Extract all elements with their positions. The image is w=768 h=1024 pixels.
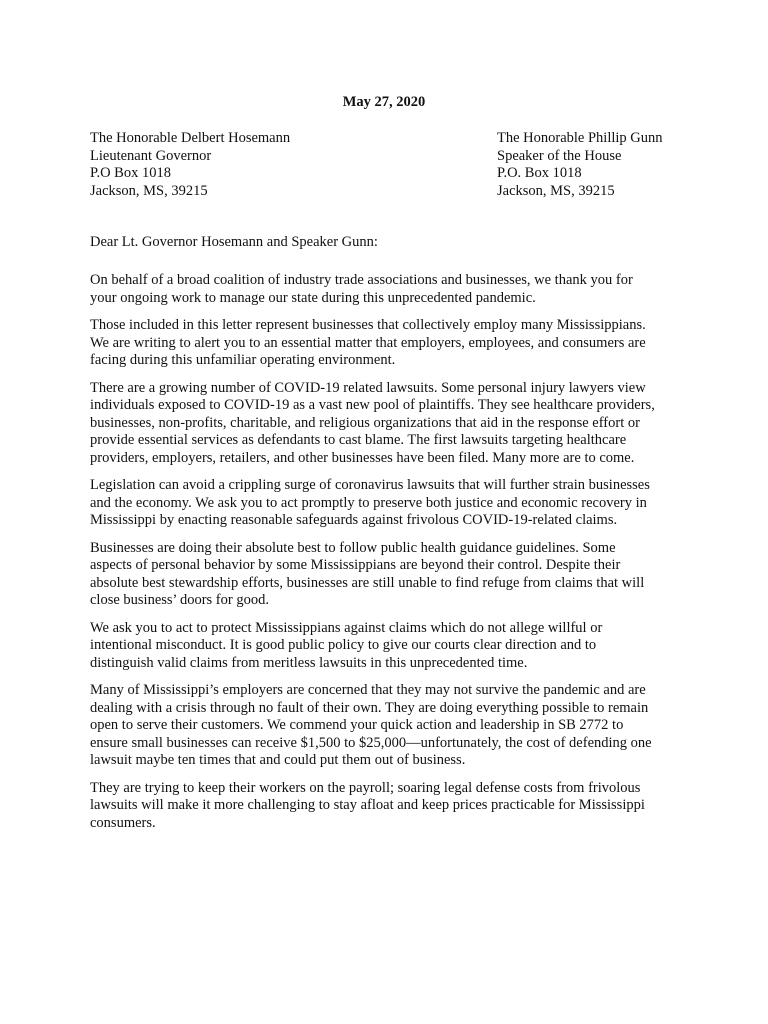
paragraph-line: providers, employers, retailers, and other businesses have been filed. Many more are to come. [90, 449, 635, 466]
paragraph-line: and the economy. We ask you to act promptly to preserve both justice and economic recovery in [90, 494, 647, 511]
body-paragraph [90, 540, 684, 610]
paragraph-line: provide essential services as defendants to cast blame. The first lawsuits targeting healthcare [90, 432, 627, 448]
recipient-title: Speaker of the House [497, 147, 622, 164]
body-paragraph [90, 380, 684, 468]
paragraph-line: dealing with a crisis through no fault of their own. They are doing everything possible to remain [90, 699, 649, 716]
paragraph-line: There are a growing number of COVID-19 related lawsuits. Some personal injury lawyers view [90, 379, 646, 396]
body-paragraph [90, 620, 684, 673]
paragraph-line: consumers. [90, 814, 156, 831]
paragraph-line: close business’ doors for good. [90, 592, 269, 608]
recipient-name: The Honorable Phillip Gunn [497, 130, 663, 146]
paragraph-line: businesses, non-profits, charitable, and religious organizations that aid in the response effort or [90, 414, 640, 431]
recipient-title: Lieutenant Governor [90, 147, 212, 164]
salutation: Dear Lt. Governor Hosemann and Speaker Gunn: [90, 234, 378, 250]
paragraph-line: lawsuits will make it more challenging to stay afloat and keep prices practicable for Mississippi [90, 797, 645, 813]
paragraph-line: On behalf of a broad coalition of industry trade associations and businesses, we thank you for [90, 272, 633, 288]
paragraph-line: open to serve their customers. We commend your quick action and leadership in SB 2772 to [90, 717, 624, 733]
paragraph-line: We are writing to alert you to an essential matter that employers, employees, and consumers are [90, 334, 646, 351]
recipient-name: The Honorable Delbert Hosemann [90, 130, 291, 146]
paragraph-line: facing during this unfamiliar operating environment. [90, 352, 396, 368]
body-paragraph [90, 780, 684, 833]
body-paragraph [90, 682, 684, 770]
paragraph-line: Those included in this letter represent businesses that collectively employ many Mississippians. [90, 317, 646, 333]
body-paragraph [90, 317, 684, 370]
letter-date: May 27, 2020 [342, 94, 426, 110]
paragraph-line: absolute best stewardship efforts, businesses are still unable to find refuge from claims that will [90, 574, 645, 591]
paragraph-line: They are trying to keep their workers on the payroll; soaring legal defense costs from frivolous [90, 779, 641, 796]
paragraph-line: individuals exposed to COVID-19 as a vast new pool of plaintiffs. They see healthcare providers, [90, 397, 655, 413]
recipient-po-box: P.O. Box 1018 [497, 165, 582, 181]
paragraph-line: aspects of personal behavior by some Mississippians are beyond their control. Despite their [90, 557, 621, 573]
recipient-address-left [90, 130, 290, 200]
paragraph-line: We ask you to act to protect Mississippians against claims which do not allege willful or [90, 619, 603, 636]
recipient-address-right [497, 130, 663, 200]
recipient-po-box: P.O Box 1018 [90, 165, 171, 181]
paragraph-line: intentional misconduct. It is good public policy to give our courts clear direction and to [90, 637, 597, 653]
paragraph-line: Legislation can avoid a crippling surge of coronavirus lawsuits that will further strain businesses [90, 477, 650, 493]
paragraph-line: Many of Mississippi’s employers are concerned that they may not survive the pandemic and are [90, 682, 646, 698]
body-paragraph [90, 272, 684, 307]
paragraph-line: your ongoing work to manage our state during this unprecedented pandemic. [90, 289, 536, 306]
recipient-city: Jackson, MS, 39215 [90, 182, 208, 199]
paragraph-line: distinguish valid claims from meritless lawsuits in this unprecedented time. [90, 654, 528, 671]
body-paragraph [90, 477, 684, 530]
paragraph-line: Mississippi by enacting reasonable safeguards against frivolous COVID-19-related claims. [90, 512, 618, 528]
paragraph-line: ensure small businesses can receive $1,500 to $25,000—unfortunately, the cost of defending one [90, 734, 652, 751]
letter-body [90, 272, 684, 842]
paragraph-line: Businesses are doing their absolute best to follow public health guidance guidelines. Some [90, 539, 616, 556]
recipient-city: Jackson, MS, 39215 [497, 182, 615, 199]
paragraph-line: lawsuit maybe ten times that and could put them out of business. [90, 752, 466, 768]
